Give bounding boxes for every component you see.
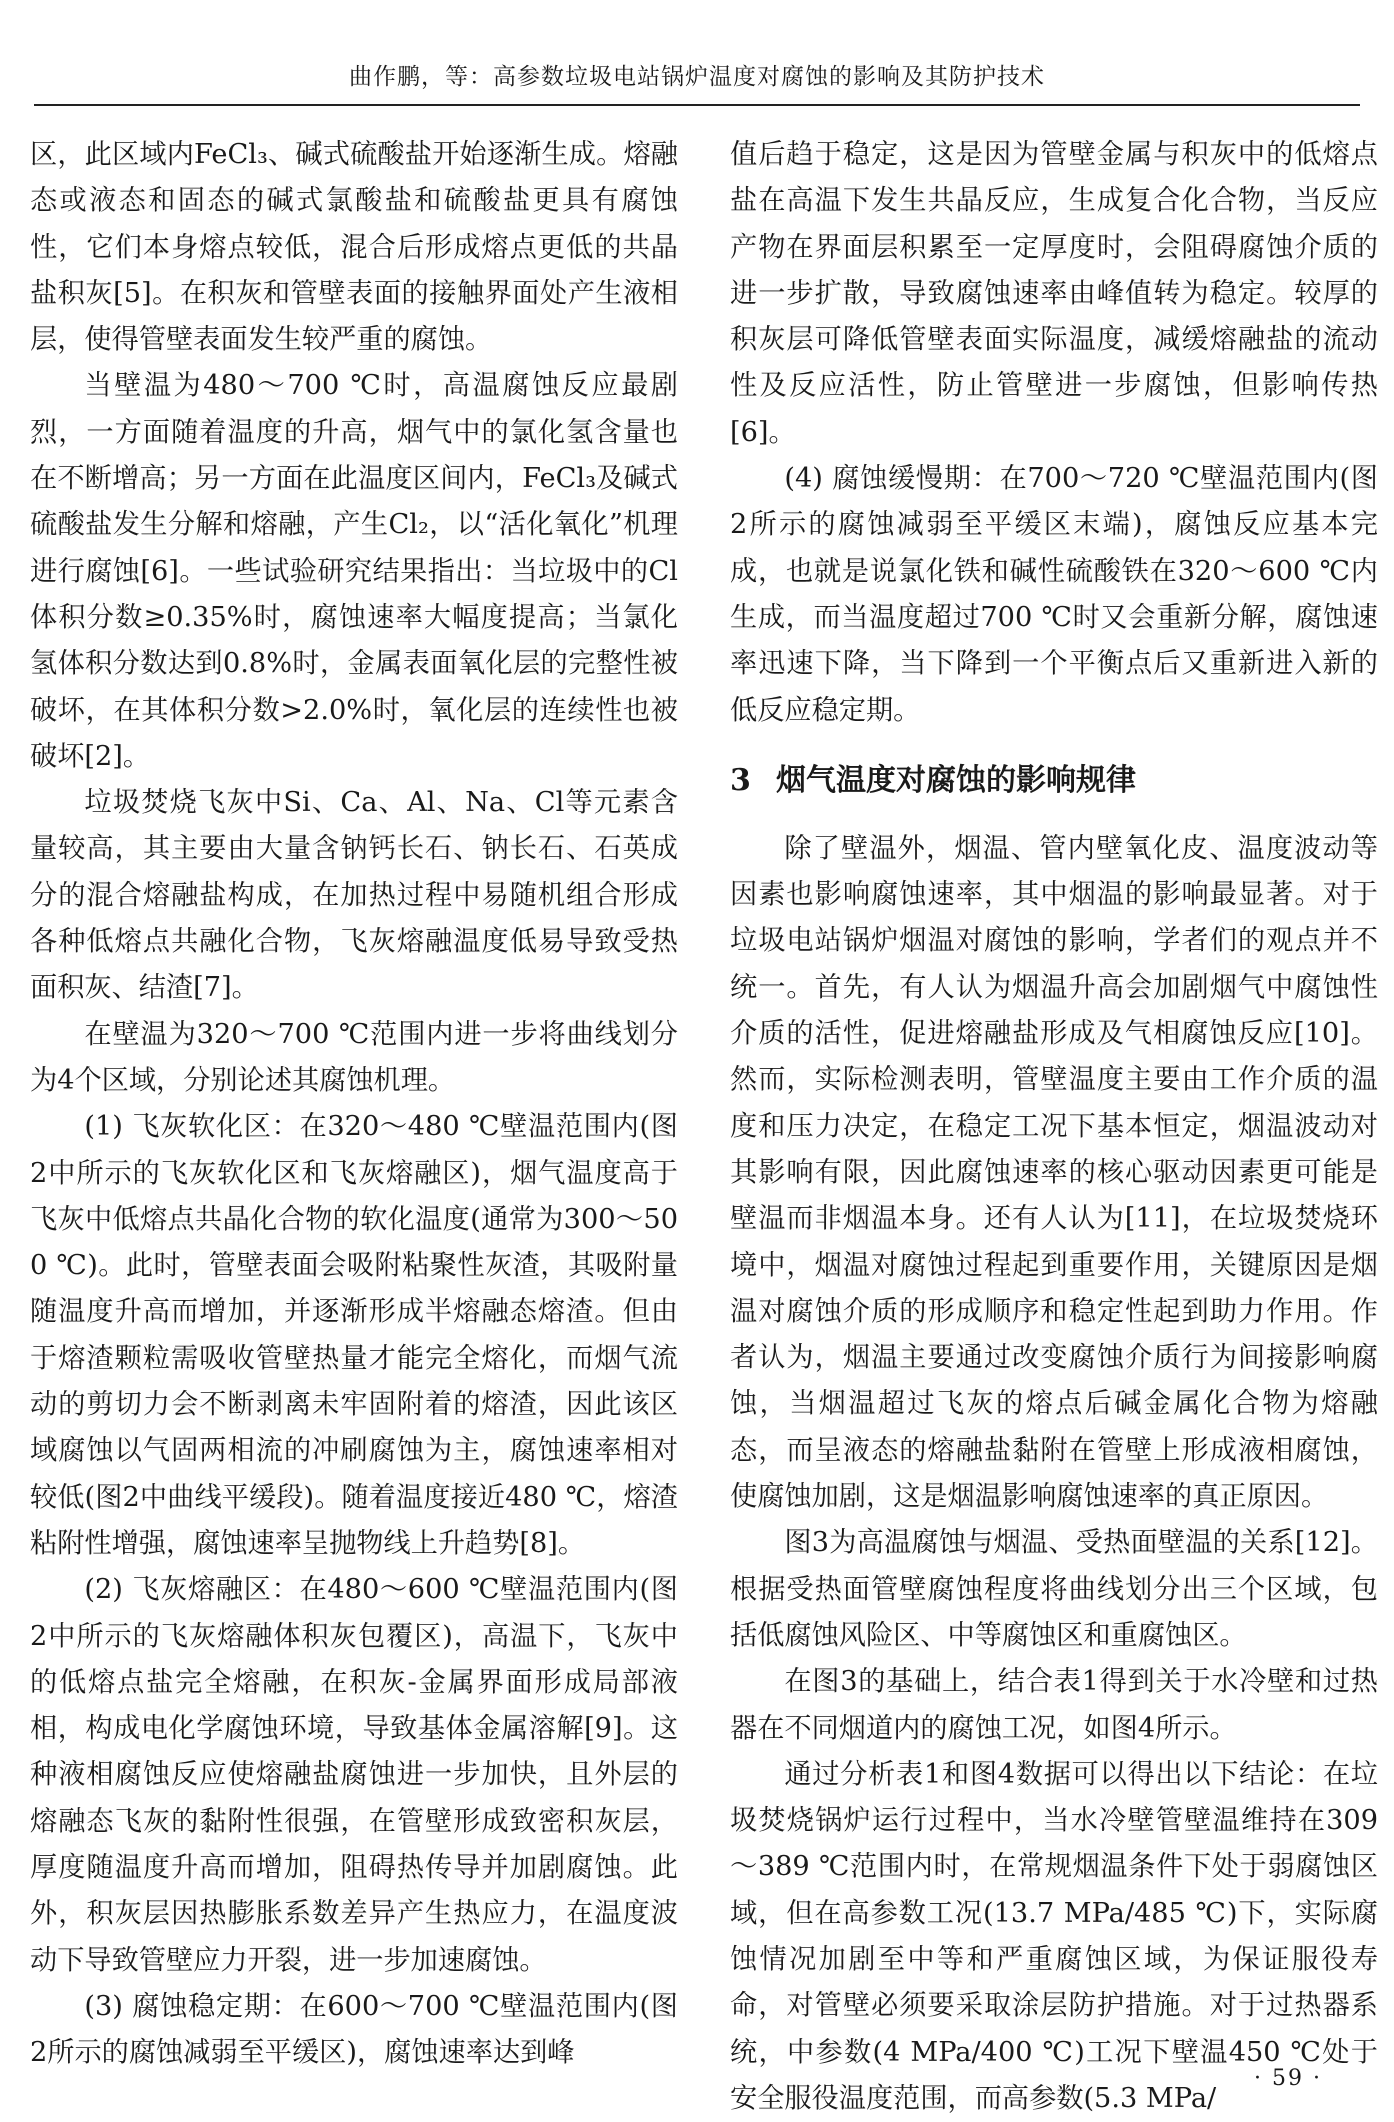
paragraph: (1) 飞灰软化区：在320～480 ℃壁温范围内(图2中所示的飞灰软化区和飞灰熔融区)，烟气温度高于飞灰中低熔点共晶化合物的软化温度(通常为300～500 ℃)。此时，管壁表面会吸附粘聚性灰渣，其吸附量随温度升高而增加，并逐渐形成半熔融态熔渣。但由于熔渣颗粒需吸收管壁热量才能完全熔化，而烟气流动的剪切力会不断剥离未牢固附着的熔渣，因此该区域腐蚀以气固两相流的冲刷腐蚀为主，腐蚀速率相对较低(图2中曲线平缓段)。随着温度接近480 ℃，熔渣粘附性增强，腐蚀速率呈抛物线上升趋势[8]。: [30, 1111, 678, 1559]
left-column: [30, 132, 678, 2076]
paragraph: 在图3的基础上，结合表1得到关于水冷壁和过热器在不同烟道内的腐蚀工况，如图4所示。: [730, 1666, 1378, 1744]
paragraph: 通过分析表1和图4数据可以得出以下结论：在垃圾焚烧锅炉运行过程中，当水冷壁管壁温维持在309～389 ℃范围内时，在常规烟温条件下处于弱腐蚀区域，但在高参数工况(13.7 MPa/485 ℃)下，实际腐蚀情况加剧至中等和严重腐蚀区域，为保证服役寿命，对管壁必须要采取涂层防护措施。对于过热器系统，中参数(4 MPa/400 ℃)工况下壁温450 ℃处于安全服役温度范围，而高参数(5.3 MPa/: [730, 1758, 1378, 2114]
paragraph: 当壁温为480～700 ℃时，高温腐蚀反应最剧烈，一方面随着温度的升高，烟气中的氯化氢含量也在不断增高；另一方面在此温度区间内，FeCl₃及碱式硫酸盐发生分解和熔融，产生Cl₂，以“活化氧化”机理进行腐蚀[6]。一些试验研究结果指出：当垃圾中的Cl体积分数≥0.35%时，腐蚀速率大幅度提高；当氯化氢体积分数达到0.8%时，金属表面氧化层的完整性被破坏，在其体积分数>2.0%时，氧化层的连续性也被破坏[2]。: [30, 370, 678, 772]
right-column: [730, 132, 1378, 2122]
paragraph: 垃圾焚烧飞灰中Si、Ca、Al、Na、Cl等元素含量较高，其主要由大量含钠钙长石、钠长石、石英成分的混合熔融盐构成，在加热过程中易随机组合形成各种低熔点共融化合物，飞灰熔融温度低易导致受热面积灰、结渣[7]。: [30, 787, 678, 1004]
section-title: 烟气温度对腐蚀的影响规律: [776, 762, 1136, 798]
section-number: 3: [730, 762, 751, 798]
paragraph: 在壁温为320～700 ℃范围内进一步将曲线划分为4个区域，分别论述其腐蚀机理。: [30, 1018, 678, 1096]
paragraph: 值后趋于稳定，这是因为管壁金属与积灰中的低熔点盐在高温下发生共晶反应，生成复合化合物，当反应产物在界面层积累至一定厚度时，会阻碍腐蚀介质的进一步扩散，导致腐蚀速率由峰值转为稳定。较厚的积灰层可降低管壁表面实际温度，减缓熔融盐的流动性及反应活性，防止管壁进一步腐蚀，但影响传热[6]。: [730, 139, 1378, 448]
paragraph: (2) 飞灰熔融区：在480～600 ℃壁温范围内(图2中所示的飞灰熔融体积灰包覆区)，高温下，飞灰中的低熔点盐完全熔融，在积灰-金属界面形成局部液相，构成电化学腐蚀环境，导致基体金属溶解[9]。这种液相腐蚀反应使熔融盐腐蚀进一步加快，且外层的熔融态飞灰的黏附性很强，在管壁形成致密积灰层，厚度随温度升高而增加，阻碍热传导并加剧腐蚀。此外，积灰层因热膨胀系数差异产生热应力，在温度波动下导致管壁应力开裂，进一步加速腐蚀。: [30, 1574, 678, 1976]
page-number: · 59 ·: [1254, 2066, 1322, 2091]
paragraph: 除了壁温外，烟温、管内壁氧化皮、温度波动等因素也影响腐蚀速率，其中烟温的影响最显著。对于垃圾电站锅炉烟温对腐蚀的影响，学者们的观点并不统一。首先，有人认为烟温升高会加剧烟气中腐蚀性介质的活性，促进熔融盐形成及气相腐蚀反应[10]。然而，实际检测表明，管壁温度主要由工作介质的温度和压力决定，在稳定工况下基本恒定，烟温波动对其影响有限，因此腐蚀速率的核心驱动因素更可能是壁温而非烟温本身。还有人认为[11]，在垃圾焚烧环境中，烟温对腐蚀过程起到重要作用，关键原因是烟温对腐蚀介质的形成顺序和稳定性起到助力作用。作者认为，烟温主要通过改变腐蚀介质行为间接影响腐蚀，当烟温超过飞灰的熔点后碱金属化合物为熔融态，而呈液态的熔融盐黏附在管壁上形成液相腐蚀，使腐蚀加剧，这是烟温影响腐蚀速率的真正原因。: [730, 832, 1378, 1513]
section-heading: [730, 758, 1378, 804]
running-header: 曲作鹏，等：高参数垃圾电站锅炉温度对腐蚀的影响及其防护技术: [349, 64, 1045, 90]
paragraph: 区，此区域内FeCl₃、碱式硫酸盐开始逐渐生成。熔融态或液态和固态的碱式氯酸盐和硫酸盐更具有腐蚀性，它们本身熔点较低，混合后形成熔点更低的共晶盐积灰[5]。在积灰和管壁表面的接触界面处产生液相层，使得管壁表面发生较严重的腐蚀。: [30, 139, 678, 356]
paragraph: (4) 腐蚀缓慢期：在700～720 ℃壁温范围内(图2所示的腐蚀减弱至平缓区末端)，腐蚀反应基本完成，也就是说氯化铁和碱性硫酸铁在320～600 ℃内生成，而当温度超过700 ℃时又会重新分解，腐蚀速率迅速下降，当下降到一个平衡点后又重新进入新的低反应稳定期。: [730, 463, 1378, 726]
paragraph: (3) 腐蚀稳定期：在600～700 ℃壁温范围内(图2所示的腐蚀减弱至平缓区)，腐蚀速率达到峰: [30, 1990, 678, 2069]
header-divider: [34, 104, 1360, 106]
paragraph: 图3为高温腐蚀与烟温、受热面壁温的关系[12]。根据受热面管壁腐蚀程度将曲线划分出三个区域，包括低腐蚀风险区、中等腐蚀区和重腐蚀区。: [730, 1527, 1378, 1651]
